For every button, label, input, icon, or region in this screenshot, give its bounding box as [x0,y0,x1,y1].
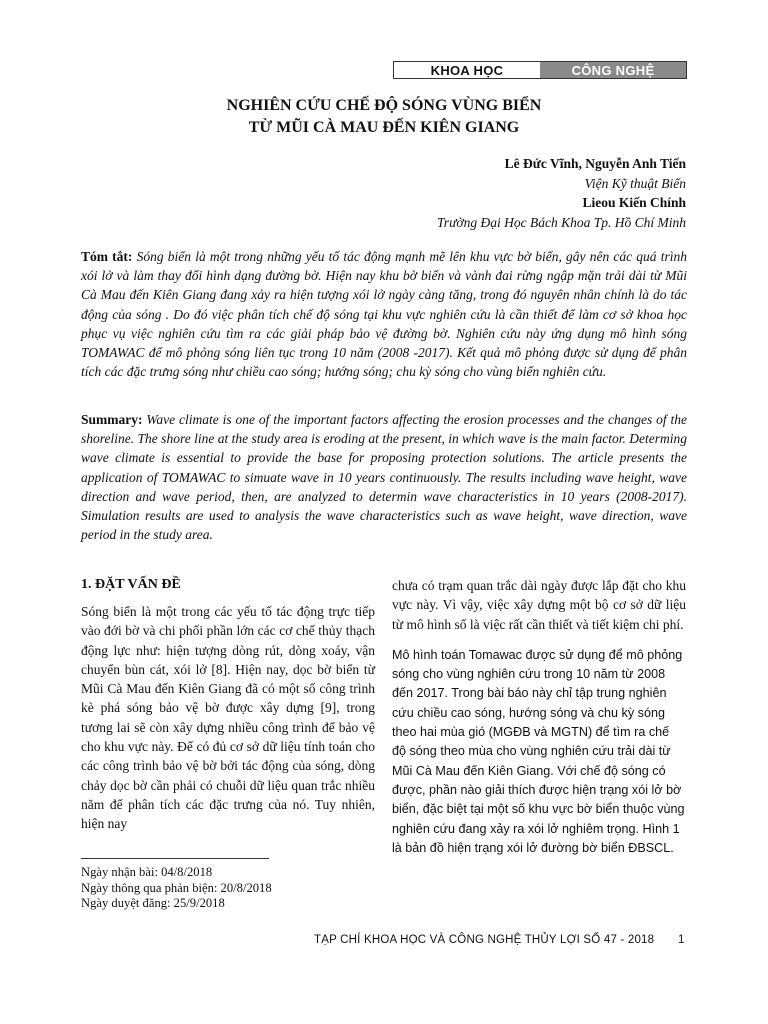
abstract-vi-text: Sóng biển là một trong những yếu tố tác động mạnh mẽ lên khu vực bờ biển, gây nên các quá trình xói lở và làm thay đổi hình dạng đường bờ. Hiện nay khu bờ biển và vành đai rừng ngập mặn trải dài từ Mũi Cà Mau đến Kiên Giang đang xảy ra hiện tượng xói lở ngày càng tăng, trong đó nguyên nhân chính là do tác động của sóng . Do đó việc phân tích chế độ sóng tại khu vực nghiên cứu là cần thiết để làm cơ sở khoa học phục vụ việc nghiên cứu tìm ra các giải pháp bảo vệ đường bờ. Nghiên cứu này ứng dụng mô hình sóng TOMAWAC để mô phỏng sóng liên tục trong 10 năm (2008 -2017). Kết quả mô phỏng được sử dụng để phân tích các đặc trưng sóng như chiều cao sóng; hướng sóng; chu kỳ sóng cho vùng biển nghiên cứu. [81,249,687,380]
paper-title [0,95,768,139]
author-block [437,154,686,232]
author-affiliation-2: Trường Đại Học Bách Khoa Tp. Hồ Chí Minh [437,214,686,230]
abstract-en-label: Summary: [81,412,143,427]
abstract-vi-label: Tóm tắt: [81,249,133,264]
title-line-2: TỪ MŨI CÀ MAU ĐẾN KIÊN GIANG [248,119,520,136]
left-column [81,576,375,846]
footnote-received: Ngày nhận bài: 04/8/2018 [81,865,213,879]
journal-footer: TẠP CHÍ KHOA HỌC VÀ CÔNG NGHỆ THỦY LỢI SỐ 47 - 2018 [314,934,655,946]
footnote-divider [81,858,269,859]
section-paragraph-1-continued: chưa có trạm quan trắc dài ngày được lắp đặt cho khu vực này. Vì vậy, việc xây dựng một bộ cơ sở dữ liệu từ mô hình số là việc rất cần thiết và tiết kiệm chi phí. [392,578,686,632]
author-names-1: Lê Đức Vĩnh, Nguyễn Anh Tiến [504,156,686,171]
tab-cong-nghe: CÔNG NGHỆ [540,62,686,78]
footnote-accepted: Ngày duyệt đăng: 25/9/2018 [81,896,225,910]
right-column [392,576,686,870]
author-affiliation-1: Viện Kỹ thuật Biển [584,175,686,191]
abstract-vietnamese [81,247,687,381]
title-line-1: NGHIÊN CỨU CHẾ ĐỘ SÓNG VÙNG BIỂN [226,97,542,114]
section-tab [393,61,687,79]
abstract-en-text: Wave climate is one of the important factors affecting the erosion processes and the changes of the shoreline. The shore line at the study area is eroding at the present, in which wave is the main factor. Determing wave climate is essential to provide the base for proposing protection solutions. The article presents the application of TOMAWAC to simuate wave in 10 years continuously. The results including wave height, wave direction and wave period, then, are analyzed to determin wave characteristics in 10 years (2008-2017). Simulation results are used to analysis the wave characteristics such as wave height, wave direction, wave period in the study area. [81,412,687,543]
section-paragraph-2: Mô hình toán Tomawac được sử dụng để mô phỏng sóng cho vùng nghiên cứu trong 10 năm từ 2008 đến 2017. Trong bài báo này chỉ tập trung nghiên cứu chiều cao sóng, hướng sóng và chu kỳ sóng theo hai mùa gió (MGĐB và MGTN) để tìm ra chế độ sóng theo mùa cho vùng nghiên cứu trải dài từ Mũi Cà Mau đến Kiên Giang. Với chế độ sóng có được, phần nào giải thích được hiện trạng xói lở bờ biển, đặc biệt tại một số khu vực bờ biển thuộc vùng nghiên cứu đang xảy ra xói lở nghiêm trọng. Hình 1 là bản đồ hiện trạng xói lở đường bờ biển ĐBSCL. [392,647,685,855]
section-paragraph-1: Sóng biển là một trong các yếu tố tác động trực tiếp vào đới bờ và chi phối phần lớn các cơ chế thủy thạch động lực như: hiện tượng dòng rút, dòng xoáy, vận chuyển bùn cát, xói lở [8]. Hiện nay, dọc bờ biển từ Mũi Cà Mau đến Kiên Giang đã có một số công trình kè phá sóng bảo vệ bờ được xây dựng [9], trong tương lai sẽ còn xây dựng nhiều công trình để bảo vệ cho khu vực này. Để có đủ cơ sở dữ liệu tính toán cho các công trình bảo vệ bờ bởi tác động của sóng, dòng chảy dọc bờ cần phải có chuỗi dữ liệu quan trắc nhiều năm để phân tích các đặc trưng của nó. Tuy nhiên, hiện nay [81,604,375,832]
footnotes [81,865,272,912]
abstract-english [81,410,687,544]
page-number: 1 [678,934,685,946]
footnote-reviewed: Ngày thông qua phản biện: 20/8/2018 [81,880,272,895]
section-heading: 1. ĐẶT VẤN ĐỀ [81,577,181,592]
tab-khoa-hoc: KHOA HỌC [430,62,504,78]
author-names-2: Lieou Kiến Chính [582,195,686,210]
